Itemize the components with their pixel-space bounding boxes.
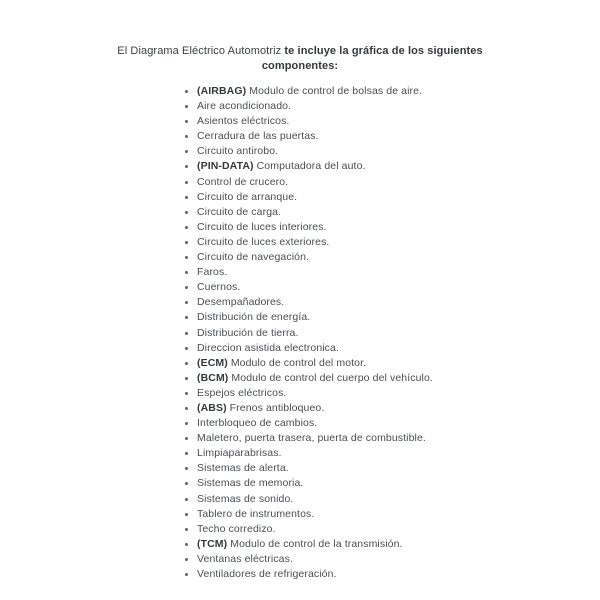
item-text: Modulo de control de bolsas de aire. — [249, 85, 423, 97]
item-text: Asientos eléctricos. — [197, 115, 290, 128]
list-item — [197, 205, 600, 220]
item-text: Control de crucero. — [197, 175, 289, 188]
item-text: Interbloqueo de cambios. — [197, 417, 318, 430]
list-item — [197, 552, 600, 567]
item-text: Cerradura de las puertas. — [197, 130, 319, 143]
page-title — [0, 44, 600, 74]
item-bold-label: (AIRBAG) — [197, 85, 247, 97]
components-list — [0, 84, 600, 582]
item-text: Limpiaparabrisas. — [197, 447, 282, 460]
item-text: Espejos eléctricos. — [197, 386, 287, 399]
list-item — [197, 567, 600, 582]
list-item — [197, 250, 600, 265]
item-text: Ventiladores de refrigeración. — [197, 568, 337, 580]
list-item — [197, 144, 600, 159]
item-text: Sistemas de sonido. — [197, 492, 294, 505]
list-item — [197, 416, 600, 431]
item-text: Circuito de luces exteriores. — [197, 235, 330, 248]
item-bold-label: (ABS) — [197, 401, 227, 414]
list-item — [197, 159, 600, 174]
list-item — [197, 175, 600, 190]
list-item — [197, 431, 600, 446]
item-text: Ventanas eléctricas. — [197, 552, 293, 565]
item-bold-label: (BCM) — [197, 371, 229, 384]
item-text: Distribución de tierra. — [197, 326, 299, 339]
list-item — [197, 129, 600, 144]
item-text: Circuito de navegación. — [197, 251, 310, 264]
list-item — [197, 401, 600, 416]
item-text: Computadora del auto. — [256, 160, 366, 173]
list-item — [197, 84, 600, 99]
list-item — [197, 235, 600, 250]
list-item — [197, 507, 600, 522]
item-text: Aire acondicionado. — [197, 100, 292, 113]
list-item — [197, 220, 600, 235]
title-regular-part: El Diagrama Eléctrico Automotriz — [117, 45, 282, 57]
title-bold-part: te incluye la gráfica de los siguientes — [284, 45, 483, 57]
item-text: Tablero de instrumentos. — [197, 507, 315, 520]
item-bold-label: (TCM) — [197, 537, 228, 550]
item-text: Sistemas de alerta. — [197, 462, 289, 475]
list-item — [197, 537, 600, 552]
list-item — [197, 310, 600, 325]
list-item — [197, 356, 600, 371]
list-item — [197, 446, 600, 461]
item-text: Modulo de control del motor. — [230, 356, 367, 369]
item-text: Faros. — [197, 266, 228, 279]
list-item — [197, 114, 600, 129]
list-item — [197, 265, 600, 280]
list-item — [197, 476, 600, 491]
item-bold-label: (ECM) — [197, 356, 228, 369]
list-item — [197, 326, 600, 341]
list-item — [197, 99, 600, 114]
item-text: Circuito de luces interiores. — [197, 220, 327, 233]
list-item — [197, 522, 600, 537]
item-text: Cuernos. — [197, 281, 241, 294]
item-text: Circuito de carga. — [197, 205, 282, 218]
item-text: Circuito de arranque. — [197, 190, 298, 203]
item-text: Desempañadores. — [197, 296, 285, 309]
item-text: Distribución de energía. — [197, 311, 311, 324]
item-text: Direccion asistida electronica. — [197, 341, 339, 354]
item-bold-label: (PIN-DATA) — [197, 160, 254, 173]
list-item — [197, 371, 600, 386]
item-text: Sistemas de memoria. — [197, 477, 304, 490]
item-text: Modulo de control de la transmisión. — [230, 537, 403, 550]
item-text: Modulo de control del cuerpo del vehículo. — [231, 371, 433, 384]
list-item — [197, 341, 600, 356]
list-item — [197, 280, 600, 295]
title-bold-line2: componentes: — [261, 60, 339, 72]
list-item — [197, 386, 600, 401]
item-text: Frenos antibloqueo. — [229, 401, 325, 414]
item-text: Circuito antirobo. — [197, 145, 279, 158]
list-item — [197, 492, 600, 507]
item-text: Techo corredizo. — [197, 522, 276, 535]
item-text: Maletero, puerta trasera, puerta de combustible. — [197, 432, 426, 445]
list-item — [197, 190, 600, 205]
list-item — [197, 461, 600, 476]
list-item — [197, 295, 600, 310]
